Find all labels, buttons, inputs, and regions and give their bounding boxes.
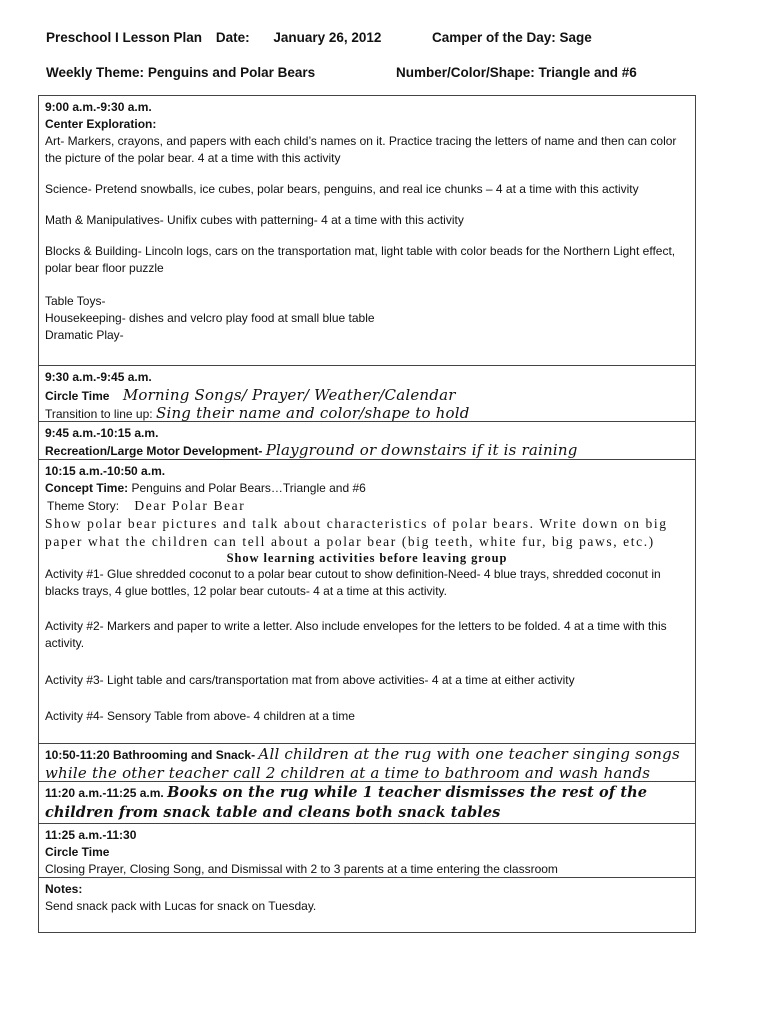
- recreation-line: [45, 442, 689, 460]
- recreation-section: [39, 422, 695, 460]
- theme-label: Weekly Theme:: [46, 65, 145, 80]
- science-center: Science- Pretend snowballs, ice cubes, polar bears, penguins, and real ice chunks – 4 at a time with this activity: [45, 182, 639, 196]
- books-section: [39, 782, 695, 824]
- center-exploration-section: [39, 96, 695, 366]
- activity-3: Activity #3- Light table and cars/transportation mat from above activities- 4 at a time at either activity: [45, 673, 575, 687]
- lesson-plan-title: [46, 30, 381, 45]
- show-talk-text: Show polar bear pictures and talk about characteristics of polar bears. Write down on big paper what the children can tell about a polar bear (big teeth, white fur, big paws, etc.): [45, 516, 668, 549]
- concept-time-section: [39, 460, 695, 744]
- circle-time-note: Morning Songs/ Prayer/ Weather/Calendar: [122, 386, 456, 404]
- show-learning-heading: Show learning activities before leaving group: [226, 551, 508, 565]
- story-value: Dear Polar Bear: [134, 498, 246, 513]
- transition-line: [45, 405, 689, 422]
- bathroom-label: 10:50-11:20 Bathrooming and Snack-: [45, 748, 256, 762]
- story-label: Theme Story:: [47, 499, 120, 513]
- dramatic-play: Dramatic Play-: [45, 328, 124, 342]
- circle-time-section: [39, 366, 695, 422]
- lesson-plan-table: [38, 95, 696, 933]
- recreation-time: 9:45 a.m.-10:15 a.m.: [45, 426, 159, 440]
- art-center: Art- Markers, crayons, and papers with each child’s names on it. Practice tracing the letters of name and then can color the picture of the polar bear. 4 at a time with this activity: [45, 134, 677, 165]
- center-time: 9:00 a.m.-9:30 a.m.: [45, 100, 152, 114]
- notes-label: Notes:: [45, 882, 83, 896]
- activity-2: Activity #2- Markers and paper to write a letter. Also include envelopes for the letters to be folded. 4 at a time with this activity.: [45, 619, 667, 650]
- books-text: [45, 783, 689, 823]
- notes-text: Send snack pack with Lucas for snack on Tuesday.: [45, 899, 317, 913]
- concept-value: Penguins and Polar Bears…Triangle and #6: [131, 481, 366, 495]
- concept-line: [45, 480, 689, 497]
- camper-value: Sage: [559, 30, 592, 45]
- camper-label: Camper of the Day:: [432, 30, 556, 45]
- ncs-label: Number/Color/Shape:: [396, 65, 535, 80]
- housekeeping: Housekeeping- dishes and velcro play food at small blue table: [45, 311, 375, 325]
- concept-label: Concept Time:: [45, 481, 129, 495]
- circle-time-label: Circle Time: [45, 389, 110, 403]
- recreation-label: Recreation/Large Motor Development-: [45, 444, 263, 458]
- title-text: Preschool I Lesson Plan: [46, 30, 203, 45]
- notes-section: [39, 878, 695, 932]
- center-title: Center Exploration:: [45, 117, 157, 131]
- bathroom-note: All children at the rug with one teacher singing songs while the other teacher call 2 children at a time to bathroom and wash hands: [45, 745, 680, 782]
- weekly-theme: [46, 65, 315, 80]
- books-note: Books on the rug while 1 teacher dismisses the rest of the children from snack table and cleans both snack tables: [45, 784, 648, 821]
- circle-time-range: 9:30 a.m.-9:45 a.m.: [45, 370, 152, 384]
- concept-time-range: 10:15 a.m.-10:50 a.m.: [45, 464, 166, 478]
- circle-time-line: [45, 386, 689, 405]
- math-center: Math & Manipulatives- Unifix cubes with patterning- 4 at a time with this activity: [45, 213, 464, 227]
- activity-4: Activity #4- Sensory Table from above- 4 children at a time: [45, 709, 355, 723]
- closing-label: Circle Time: [45, 845, 110, 859]
- ncs-value: Triangle and #6: [538, 65, 637, 80]
- bathroom-text: [45, 745, 689, 783]
- transition-label: Transition to line up:: [45, 407, 153, 421]
- recreation-note: Playground or downstairs if it is raining: [265, 441, 578, 459]
- number-color-shape: [396, 65, 637, 80]
- closing-text: Closing Prayer, Closing Song, and Dismissal with 2 to 3 parents at a time entering the classroom: [45, 862, 558, 876]
- transition-note: Sing their name and color/shape to hold: [155, 404, 470, 422]
- theme-story-line: [45, 497, 689, 515]
- closing-time: 11:25 a.m.-11:30: [45, 828, 137, 842]
- camper-of-day: [432, 30, 592, 45]
- table-toys: Table Toys-: [45, 294, 106, 308]
- closing-circle-section: [39, 824, 695, 878]
- bathroom-snack-section: [39, 744, 695, 782]
- theme-value: Penguins and Polar Bears: [147, 65, 316, 80]
- books-label: 11:20 a.m.-11:25 a.m.: [45, 786, 164, 800]
- activity-1: Activity #1- Glue shredded coconut to a polar bear cutout to show definition-Need- 4 blue trays, shredded coconut in blacks trays, 4 glue bottles, 12 polar bear cutouts- 4 at a time at this activity.: [45, 567, 661, 598]
- date-value: January 26, 2012: [273, 30, 382, 45]
- blocks-center: Blocks & Building- Lincoln logs, cars on the transportation mat, light table with color beads for the Northern Light effect, polar bear floor puzzle: [45, 244, 676, 275]
- date-label: Date:: [215, 30, 250, 45]
